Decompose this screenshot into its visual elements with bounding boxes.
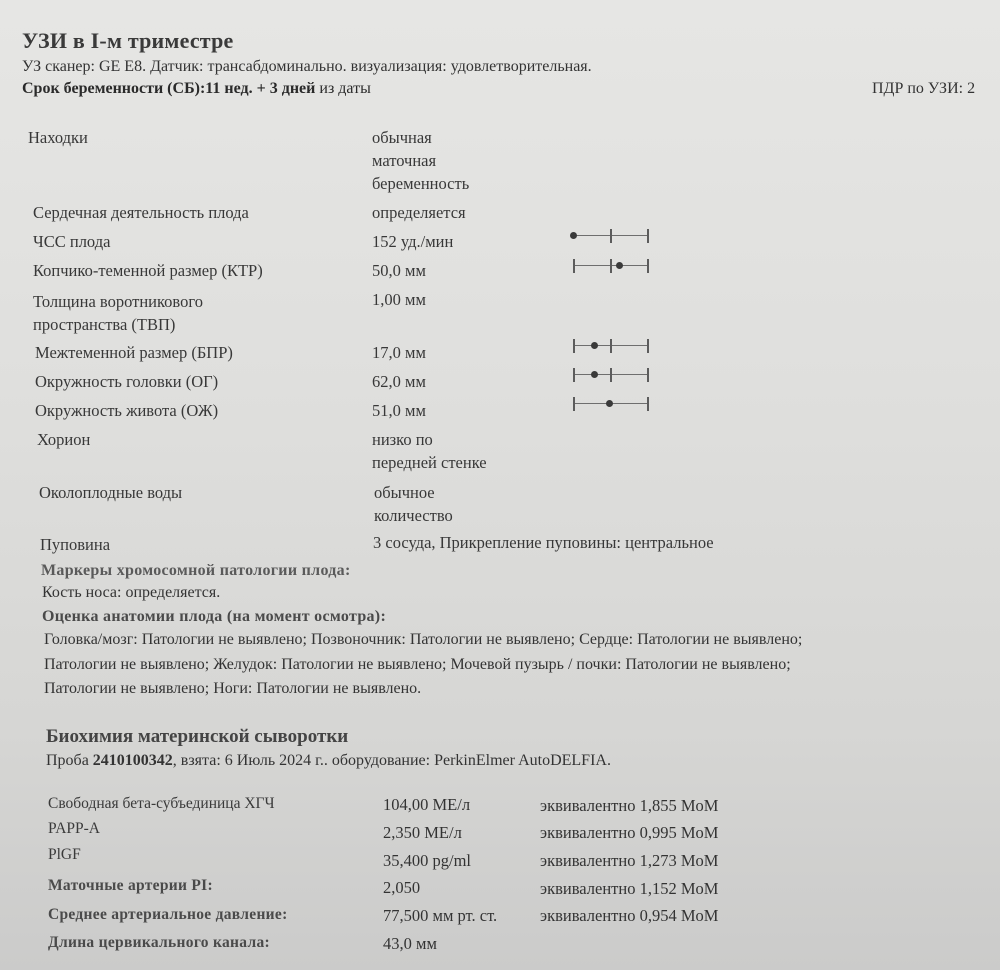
finding-value: 51,0 мм	[372, 401, 426, 420]
finding-value	[374, 481, 453, 527]
nasal-bone: Кость носа: определяется.	[42, 584, 221, 601]
bio-value: 77,500 мм рт. ст.	[383, 906, 498, 925]
bio-mom: эквивалентно 1,152 MoM	[540, 879, 719, 898]
finding-label: Межтеменной размер (БПР)	[35, 343, 233, 362]
sample-id: 2410100342	[92, 752, 173, 769]
value-line: передней стенке	[372, 453, 487, 472]
finding-value: 62,0 мм	[372, 372, 426, 391]
bio-label: Длина цервикального канала:	[48, 934, 270, 951]
bio-value: 2,050	[383, 878, 421, 897]
bio-value: 104,00 МЕ/л	[383, 795, 471, 814]
value-line: обычная	[372, 128, 432, 147]
sample-details: , взята: 6 Июль 2024 г.. оборудование: PerkinElmer AutoDELFIA.	[172, 752, 611, 769]
anatomy-heading: Оценка анатомии плода (на момент осмотра):	[42, 608, 387, 625]
bio-value: 2,350 МЕ/л	[383, 823, 462, 842]
finding-label: Сердечная деятельность плода	[33, 203, 249, 222]
finding-label: Находки	[28, 128, 88, 147]
finding-value: 152 уд./мин	[372, 232, 454, 251]
value-line: количество	[374, 506, 453, 525]
finding-label: Пуповина	[40, 535, 111, 554]
anatomy-line: Головка/мозг: Патологии не выявлено; Позвоночник: Патологии не выявлено; Сердце: Патологии не выявлено;	[44, 631, 803, 648]
finding-label: Окружность головки (ОГ)	[35, 372, 219, 391]
range-marker-crl	[573, 259, 649, 273]
value-line: маточная	[372, 151, 437, 170]
bio-mom: эквивалентно 1,273 MoM	[540, 851, 719, 870]
biochemistry-heading: Биохимия материнской сыворотки	[46, 726, 349, 747]
bio-label: PAPP-A	[48, 820, 100, 837]
finding-label: Окружность живота (ОЖ)	[35, 401, 219, 420]
bio-label: Маточные артерии PI:	[48, 877, 213, 894]
range-marker-hc	[573, 368, 649, 382]
finding-label: Околоплодные воды	[39, 483, 183, 502]
finding-value: определяется	[372, 203, 466, 222]
bio-value: 43,0 мм	[383, 934, 437, 953]
range-marker-bpd	[573, 339, 649, 353]
finding-value	[372, 126, 469, 195]
label-line: пространства (ТВП)	[33, 315, 176, 334]
chromosomal-markers-heading: Маркеры хромосомной патологии плода:	[41, 562, 351, 579]
bio-mom: эквивалентно 0,995 MoM	[540, 823, 719, 842]
sample-prefix: Проба	[46, 752, 93, 769]
document-title: УЗИ в I-м триместре	[22, 28, 234, 53]
finding-value: 17,0 мм	[372, 343, 426, 362]
bio-label: Среднее артериальное давление:	[48, 906, 288, 923]
finding-label: Копчико-теменной размер (КТР)	[33, 261, 263, 280]
anatomy-line: Патологии не выявлено; Ноги: Патологии не выявлено.	[44, 680, 422, 697]
label-line: Толщина воротникового	[33, 292, 203, 311]
bio-label: PlGF	[48, 846, 81, 863]
finding-value: 50,0 мм	[372, 261, 426, 280]
value-line: низко по	[372, 430, 433, 449]
value-line: обычное	[374, 483, 435, 502]
scanner-info: УЗ сканер: GE E8. Датчик: трансабдоминально. визуализация: удовлетворительная.	[22, 58, 592, 75]
range-marker-ac	[573, 397, 649, 411]
finding-value	[372, 428, 487, 474]
finding-value: 1,00 мм	[372, 290, 426, 309]
gestational-age	[22, 80, 371, 98]
term-label: Срок беременности (СБ):	[22, 80, 206, 97]
bio-mom: эквивалентно 1,855 MoM	[540, 796, 719, 815]
range-marker-fhr	[573, 229, 649, 243]
bio-label: Свободная бета-субъединица ХГЧ	[48, 795, 275, 812]
term-value: 11 нед. + 3 дней	[205, 80, 316, 97]
sample-info	[46, 752, 611, 770]
bio-mom: эквивалентно 0,954 MoM	[540, 906, 719, 925]
bio-value: 35,400 pg/ml	[383, 851, 472, 870]
anatomy-line: Патологии не выявлено; Желудок: Патологии не выявлено; Мочевой пузырь / почки: Патологии не выявлено;	[44, 656, 791, 673]
term-suffix: из даты	[315, 80, 371, 97]
finding-label: ЧСС плода	[33, 232, 111, 251]
value-line: беременность	[372, 174, 470, 193]
due-date: ПДР по УЗИ: 2	[872, 80, 976, 97]
finding-label	[33, 290, 203, 336]
finding-label: Хорион	[37, 430, 91, 449]
finding-value: 3 сосуда, Прикрепление пуповины: центральное	[373, 533, 714, 552]
